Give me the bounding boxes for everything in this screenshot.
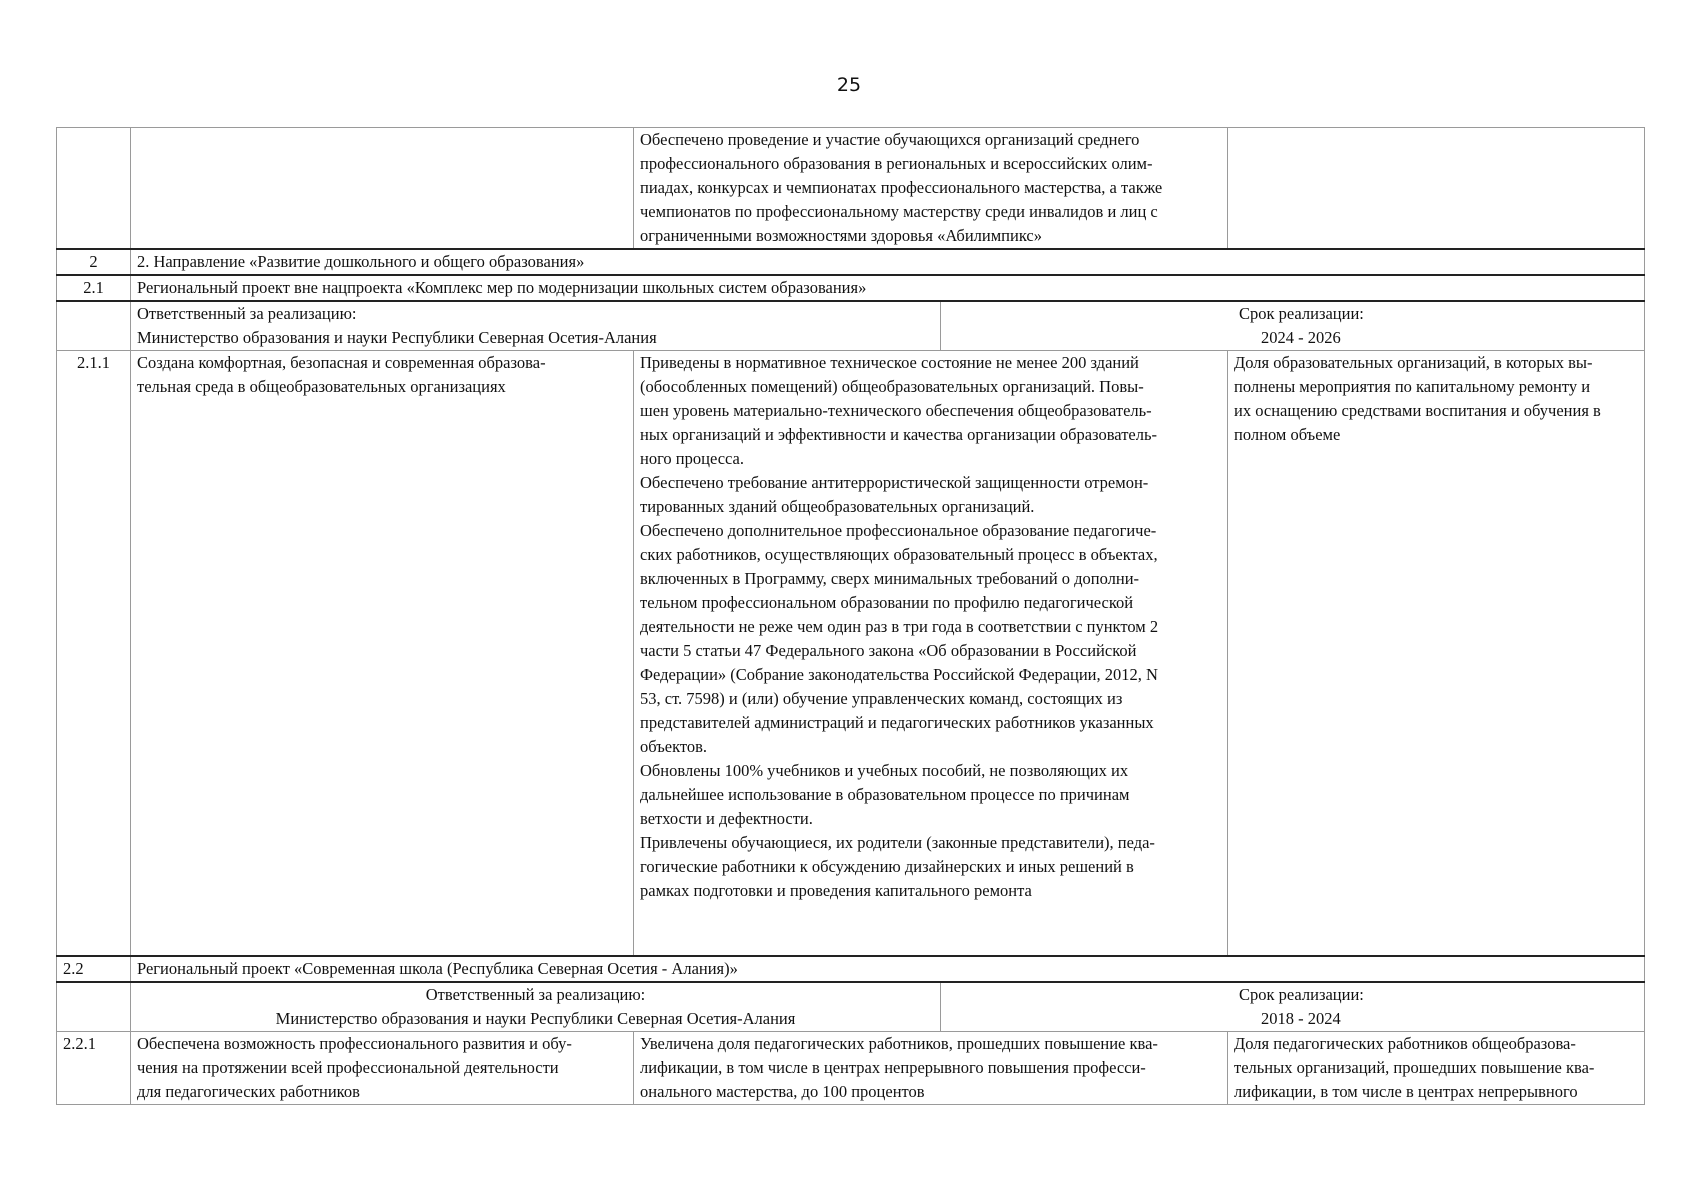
outcome-line: Обеспечено дополнительное профессиональное образование педагогиче- <box>640 521 1157 540</box>
outcome-line: чемпионатов по профессиональному мастерству среди инвалидов и лиц с <box>640 202 1158 221</box>
continuation-row <box>57 128 1645 250</box>
cell-outcome <box>634 128 1228 250</box>
outcome-line: Приведены в нормативное техническое состояние не менее 200 зданий <box>640 353 1139 372</box>
term-value: 2018 - 2024 <box>1261 1009 1341 1028</box>
project-number: 2.2 <box>57 956 131 982</box>
task-line: тельная среда в общеобразовательных организациях <box>137 377 506 396</box>
outcome-line: Обновлены 100% учебников и учебных пособий, не позволяющих их <box>640 761 1129 780</box>
outcome-line: Привлечены обучающиеся, их родители (законные представители), педа- <box>640 833 1155 852</box>
task-cell <box>131 1032 634 1105</box>
indicator-line: полном объеме <box>1234 425 1341 444</box>
section-number: 2 <box>57 249 131 275</box>
outcome-line: деятельности не реже чем один раз в три года в соответствии с пунктом 2 <box>640 617 1159 636</box>
outcome-line: профессионального образования в региональных и всероссийских олим- <box>640 154 1153 173</box>
outcome-line: тированных зданий общеобразовательных организаций. <box>640 497 1035 516</box>
task-row <box>57 1032 1645 1105</box>
responsible-value: Министерство образования и науки Республики Северная Осетия-Алания <box>137 328 657 347</box>
outcome-cell <box>634 1032 1228 1105</box>
outcome-line: Обеспечено требование антитеррористической защищенности отремон- <box>640 473 1149 492</box>
outcome-line: Обеспечено проведение и участие обучающихся организаций среднего <box>640 130 1140 149</box>
outcome-line: Федерации» (Собрание законодательства Российской Федерации, 2012, N <box>640 665 1158 684</box>
outcome-line: ветхости и дефектности. <box>640 809 813 828</box>
outcome-line: гогические работники к обсуждению дизайнерских и иных решений в <box>640 857 1134 876</box>
program-table <box>56 127 1645 1105</box>
outcome-line: шен уровень материально-технического обеспечения общеобразователь- <box>640 401 1152 420</box>
indicator-line: лификации, в том числе в центрах непрерывного <box>1234 1082 1578 1101</box>
project-title: Региональный проект «Современная школа (Республика Северная Осетия - Алания)» <box>131 956 1645 982</box>
project-row <box>57 275 1645 301</box>
task-line: Создана комфортная, безопасная и современная образова- <box>137 353 546 372</box>
outcome-line: пиадах, конкурсах и чемпионатах профессионального мастерства, а также <box>640 178 1163 197</box>
term-cell <box>941 301 1645 351</box>
outcome-line: ного процесса. <box>640 449 745 468</box>
cell-num-empty <box>57 982 131 1032</box>
outcome-line: части 5 статьи 47 Федерального закона «Об образовании в Российской <box>640 641 1137 660</box>
responsible-label: Ответственный за реализацию: <box>137 304 357 323</box>
outcome-line: лификации, в том числе в центрах непрерывного повышения професси- <box>640 1058 1146 1077</box>
project-number: 2.1 <box>57 275 131 301</box>
task-cell <box>131 351 634 957</box>
responsible-cell <box>131 982 941 1032</box>
indicator-line: полнены мероприятия по капитальному ремонту и <box>1234 377 1591 396</box>
cell-spacer <box>640 903 1221 955</box>
outcome-line: представителей администраций и педагогических работников указанных <box>640 713 1154 732</box>
outcome-line: 53, ст. 7598) и (или) обучение управленческих команд, состоящих из <box>640 689 1123 708</box>
indicator-cell <box>1228 1032 1645 1105</box>
cell-num-empty <box>57 128 131 250</box>
outcome-line: ограниченными возможностями здоровья «Абилимпикс» <box>640 226 1042 245</box>
responsible-cell <box>131 301 941 351</box>
term-cell <box>941 982 1645 1032</box>
indicator-line: их оснащению средствами воспитания и обучения в <box>1234 401 1601 420</box>
outcome-line: ных организаций и эффективности и качества организации образователь- <box>640 425 1157 444</box>
task-number: 2.2.1 <box>57 1032 131 1105</box>
responsible-row <box>57 982 1645 1032</box>
outcome-line: (обособленных помещений) общеобразовательных организаций. Повы- <box>640 377 1144 396</box>
outcome-line: Увеличена доля педагогических работников, прошедших повышение ква- <box>640 1034 1158 1053</box>
indicator-line: тельных организаций, прошедших повышение ква- <box>1234 1058 1595 1077</box>
project-title: Региональный проект вне нацпроекта «Комплекс мер по модернизации школьных систем образования» <box>131 275 1645 301</box>
term-label: Срок реализации: <box>1239 304 1364 323</box>
responsible-value: Министерство образования и науки Республики Северная Осетия-Алания <box>275 1009 796 1028</box>
outcome-cell <box>634 351 1228 957</box>
indicator-line: Доля образовательных организаций, в которых вы- <box>1234 353 1593 372</box>
task-line: Обеспечена возможность профессионального развития и обу- <box>137 1034 572 1053</box>
cell-task-empty <box>131 128 634 250</box>
outcome-line: дальнейшее использование в образовательном процессе по причинам <box>640 785 1130 804</box>
indicator-line: Доля педагогических работников общеобразова- <box>1234 1034 1576 1053</box>
outcome-line: онального мастерства, до 100 процентов <box>640 1082 925 1101</box>
task-line: чения на протяжении всей профессиональной деятельности <box>137 1058 559 1077</box>
term-value: 2024 - 2026 <box>1261 328 1341 347</box>
task-line: для педагогических работников <box>137 1082 360 1101</box>
task-number: 2.1.1 <box>57 351 131 957</box>
outcome-line: ских работников, осуществляющих образовательный процесс в объектах, <box>640 545 1158 564</box>
outcome-line: тельном профессиональном образовании по профилю педагогической <box>640 593 1134 612</box>
section-title: 2. Направление «Развитие дошкольного и общего образования» <box>131 249 1645 275</box>
responsible-row <box>57 301 1645 351</box>
cell-num-empty <box>57 301 131 351</box>
term-label: Срок реализации: <box>1239 985 1364 1004</box>
indicator-cell <box>1228 351 1645 957</box>
task-row <box>57 351 1645 957</box>
outcome-line: включенных в Программу, сверх минимальных требований о дополни- <box>640 569 1140 588</box>
page-number: 25 <box>836 74 862 96</box>
responsible-label: Ответственный за реализацию: <box>425 985 646 1004</box>
section-row <box>57 249 1645 275</box>
cell-indicator-empty <box>1228 128 1645 250</box>
outcome-line: объектов. <box>640 737 708 756</box>
project-row <box>57 956 1645 982</box>
outcome-line: рамках подготовки и проведения капитального ремонта <box>640 881 1032 900</box>
